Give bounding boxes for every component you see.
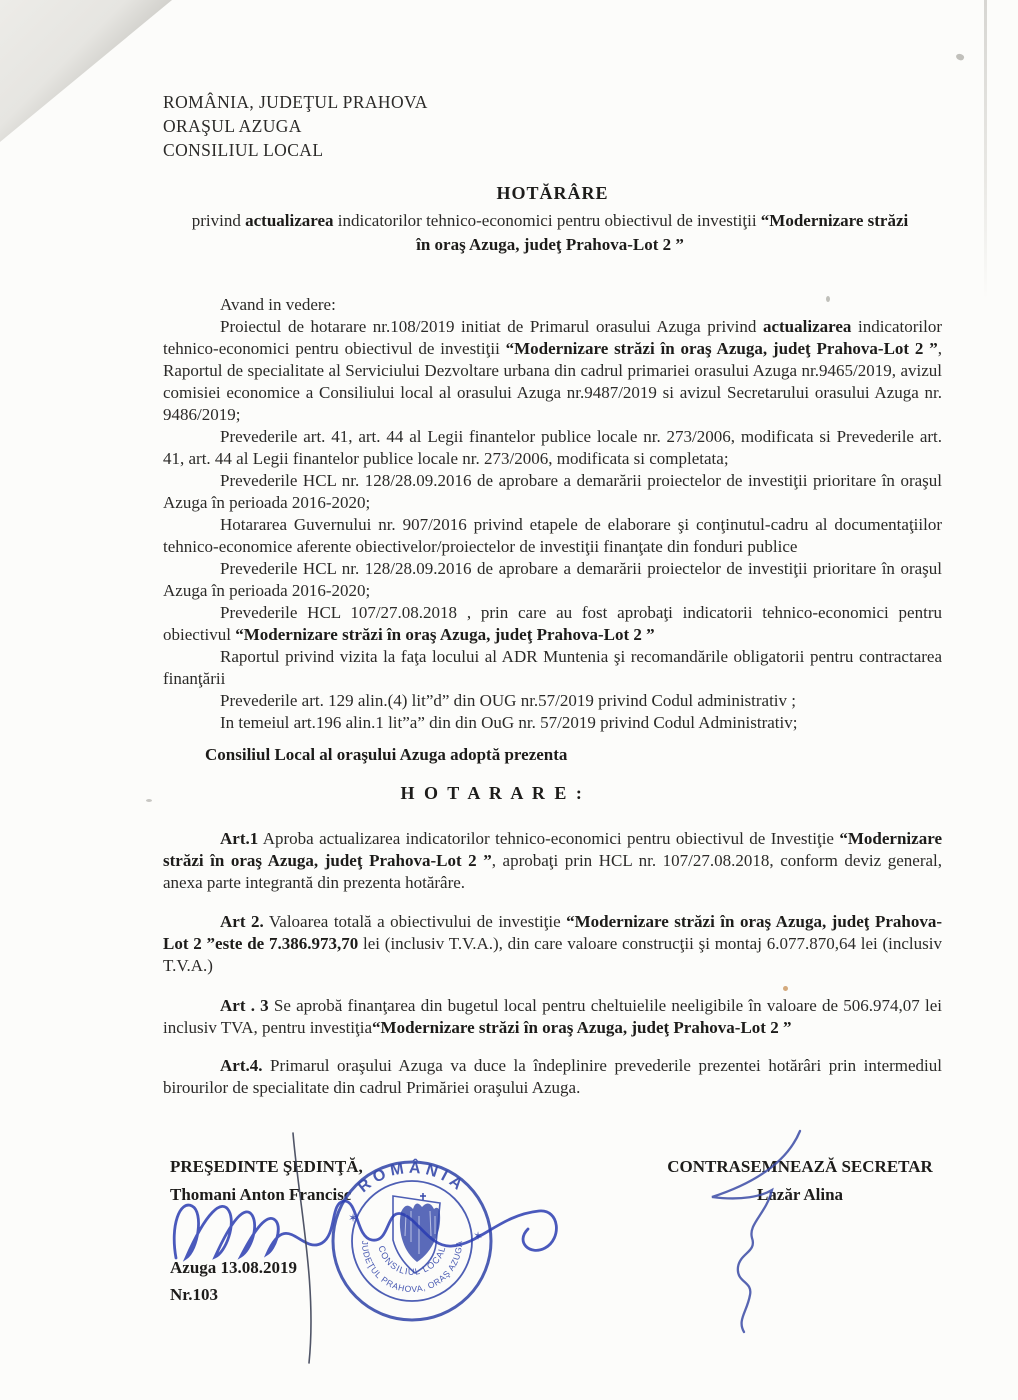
article-3: Art . 3 Se aprobă finanţarea din bugetul local pentru cheltuielile neeligibile în valoare de 506.974,07 lei inclusiv TVA, pentru investiţia“Modernizare străzi în oraş Azuga, judeţ Prahova-Lot 2 ” xyxy=(163,996,943,1037)
preamble-paragraph-4: Hotararea Guvernului nr. 907/2016 privind etapele de elaborare şi conţinutul-cadru al documentaţiilor tehnico-economice aferente obiectivelor/proiectelor de investiţii finanţate din fonduri publice xyxy=(163,515,942,556)
secretary-signature-block xyxy=(640,1153,960,1209)
preamble-paragraph-5: Prevederile HCL nr. 128/28.09.2016 de aprobare a demarării proiectelor de investiţii prioritare în oraşul Azuga în perioada 2016-2020; xyxy=(163,559,942,600)
preamble-paragraph-3: Prevederile HCL nr. 128/28.09.2016 de aprobare a demarării proiectelor de investiţii prioritare în oraşul Azuga în perioada 2016-2020; xyxy=(163,471,942,512)
stamp-star-left: ✶ xyxy=(348,1211,359,1225)
scan-edge-artifact xyxy=(984,0,987,300)
preamble-paragraph-9: In temeiul art.196 alin.1 lit”a” din din OuG nr. 57/2019 privind Codul Administrativ; xyxy=(220,713,798,732)
preamble-paragraph-2: Prevederile art. 41, art. 44 al Legii finantelor publice locale nr. 273/2006, modificata si Prevederile art. 41, art. 44 al Legii finantelor publice locale nr. 273/2006, modificata si completata; xyxy=(163,427,942,468)
article-1: Art.1 Aproba actualizarea indicatorilor tehnico-economici pentru obiectivul de Investiţie “Modernizare străzi în oraş Azuga, judeţ Prahova-Lot 2 ”, aprobaţi prin HCL nr. 107/27.08.2018, conform deviz general, anexa parte integrantă din prezenta hotărâre. xyxy=(163,829,942,892)
secretary-name: Lazăr Alina xyxy=(756,1185,844,1204)
stamp-ring-text: JUDEŢUL PRAHOVA, ORAŞ AZUGA xyxy=(359,1240,465,1295)
document-subtitle: privind actualizarea indicatorilor tehnico-economici pentru obiectivul de investiţii “Modernizare străzi în oraş Azuga, judeţ Prahova-Lot 2 ” xyxy=(191,211,909,254)
date-number-block xyxy=(170,1254,297,1308)
stamp-star-right: ✶ xyxy=(473,1229,484,1243)
stamp-bottom-text: CONSILIUL LOCAL xyxy=(376,1244,448,1277)
scan-corner-fold-artifact xyxy=(0,0,172,142)
preamble-paragraph-7: Raportul privind vizita la faţa locului al ADR Muntenia şi recomandările obligatorii pentru contractarea finanţării xyxy=(163,647,942,688)
svg-text:ROMÂNIA xyxy=(355,1158,469,1196)
president-title: PREŞEDINTE ŞEDINŢĂ, xyxy=(170,1157,363,1176)
decision-number: Nr.103 xyxy=(170,1285,219,1304)
letterhead xyxy=(163,90,428,162)
president-name: Thomani Anton Francisc xyxy=(170,1185,352,1204)
scan-speck xyxy=(146,799,152,802)
letterhead-country-line: ROMÂNIA, JUDEŢUL PRAHOVA xyxy=(163,92,428,112)
decision-heading: H O T A R A R E : xyxy=(400,783,585,803)
secretary-title: CONTRASEMNEAZĂ SECRETAR xyxy=(667,1157,933,1176)
adoption-line: Consiliul Local al oraşului Azuga adoptă prezenta xyxy=(205,745,568,764)
document-body xyxy=(163,294,942,1099)
scan-speck xyxy=(955,53,965,62)
preamble-paragraph-8: Prevederile art. 129 alin.(4) lit”d” din OUG nr.57/2019 privind Codul administrativ ; xyxy=(220,691,797,710)
preamble-intro: Avand in vedere: xyxy=(220,295,336,314)
article-4: Art.4. Primarul oraşului Azuga va duce la îndeplinire prevederile prezentei hotărâri prin intermediul birourilor de specialitate din cadrul Primăriei oraşului Azuga. xyxy=(163,1056,942,1097)
document-title: HOTĂRÂRE xyxy=(496,183,609,203)
council-round-stamp xyxy=(327,1156,497,1326)
letterhead-town-line: ORAŞUL AZUGA xyxy=(163,116,302,136)
article-2: Art 2. Valoarea totală a obiectivului de investiţie “Modernizare străzi în oraş Azuga, judeţ Prahova-Lot 2 ”este de 7.386.973,70 lei (inclusiv T.V.A.), din care valoare construcţii şi montaj 6.077.870,64 lei (inclusiv T.V.A.) xyxy=(163,912,942,975)
place-date: Azuga 13.08.2019 xyxy=(170,1258,298,1277)
preamble-paragraph-1: Proiectul de hotarare nr.108/2019 initiat de Primarul orasului Azuga privind actualizarea indicatorilor tehnico-economici pentru obiectivul de investiţii “Modernizare străzi în oraş Azuga, judeţ Prahova-Lot 2 ”, Raportul de specialitate al Serviciului Dezvoltare urbana din cadrul primariei orasului Azuga nr.9465/2019, avizul comisiei economice a Consiliului local al orasului Azuga nr.9487/2019 si avizul Secretarului orasului Azuga nr. 9486/2019; xyxy=(163,317,943,424)
preamble-paragraph-6: Prevederile HCL 107/27.08.2018 , prin care au fost aprobaţi indicatorii tehnico-economici pentru obiectivul “Modernizare străzi în oraş Azuga, judeţ Prahova-Lot 2 ” xyxy=(163,603,942,644)
stamp-country-text: ROMÂNIA xyxy=(355,1159,469,1197)
letterhead-council-line: CONSILIUL LOCAL xyxy=(163,140,324,160)
